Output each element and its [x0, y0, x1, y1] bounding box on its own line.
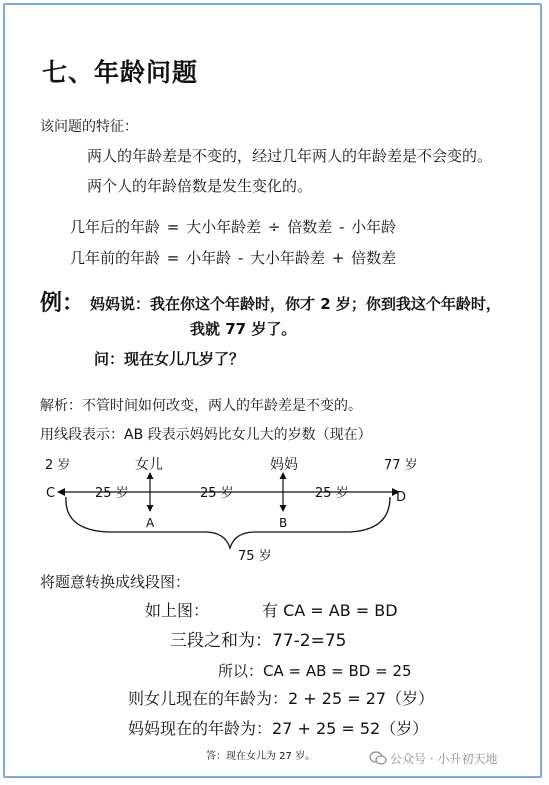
feature-heading: 该问题的特征：	[40, 119, 138, 135]
formula-earlier: 几年前的年龄 = 小年龄 - 大小年龄差 + 倍数差	[70, 249, 397, 267]
label-2-years: 2 岁	[45, 458, 71, 473]
conversion-therefore: 所以：CA = AB = BD = 25	[218, 662, 412, 680]
point-c: C	[46, 486, 56, 501]
conversion-sum: 三段之和为：77-2=75	[170, 631, 347, 651]
label-daughter: 女儿	[135, 457, 163, 473]
point-b: B	[279, 516, 288, 530]
analysis-line-1: 解析：不管时间如何改变，两人的年龄差是不变的。	[40, 398, 362, 414]
point-d: D	[396, 490, 407, 505]
tick-a-arrow	[147, 505, 154, 512]
arrow-left	[57, 488, 65, 496]
analysis-line-2: 用线段表示：AB 段表示妈妈比女儿大的岁数（现在）	[40, 427, 372, 443]
example-line-1: 妈妈说：我在你这个年龄时，你才 2 岁；你到我这个年龄时，	[90, 295, 501, 313]
label-77-years: 77 岁	[384, 458, 418, 473]
brace-total-label: 75 岁	[238, 549, 272, 564]
segment-ab-label: 25 岁	[200, 486, 234, 501]
conversion-daughter-age: 则女儿现在的年龄为：2 + 25 = 27（岁）	[128, 689, 435, 708]
example-line-2: 我就 77 岁了。	[190, 320, 297, 338]
conversion-heading: 将题意转换成线段图：	[40, 573, 191, 591]
total-brace	[66, 497, 390, 548]
example-question: 问：现在女儿几岁了？	[94, 350, 245, 368]
conversion-above-label: 如上图：	[145, 601, 210, 620]
segment-bd-label: 25 岁	[315, 486, 349, 501]
feature-line-1: 两人的年龄差是不变的，经过几年两人的年龄差是不会变的。	[87, 147, 493, 165]
conversion-mom-age: 妈妈现在的年龄为：27 + 25 = 52（岁）	[128, 719, 429, 738]
tick-mom-arrow	[280, 472, 287, 479]
example-marker: 例：	[40, 290, 85, 316]
formula-later: 几年后的年龄 = 大小年龄差 ÷ 倍数差 - 小年龄	[70, 218, 397, 236]
segment-ca-label: 25 岁	[95, 486, 129, 501]
tick-b-arrow	[280, 505, 287, 512]
conversion-equal-segments: 有 CA = AB = BD	[262, 601, 398, 620]
watermark-text: 公众号 · 小升初天地	[390, 752, 498, 766]
wechat-icon	[369, 751, 387, 765]
answer-line: 答：现在女儿为 27 岁。	[206, 751, 316, 762]
tick-daughter-arrow	[147, 472, 154, 479]
page-title: 七、年龄问题	[42, 58, 199, 87]
point-a: A	[146, 516, 155, 530]
feature-line-2: 两个人的年龄倍数是发生变化的。	[87, 177, 313, 195]
label-mom: 妈妈	[270, 457, 298, 473]
